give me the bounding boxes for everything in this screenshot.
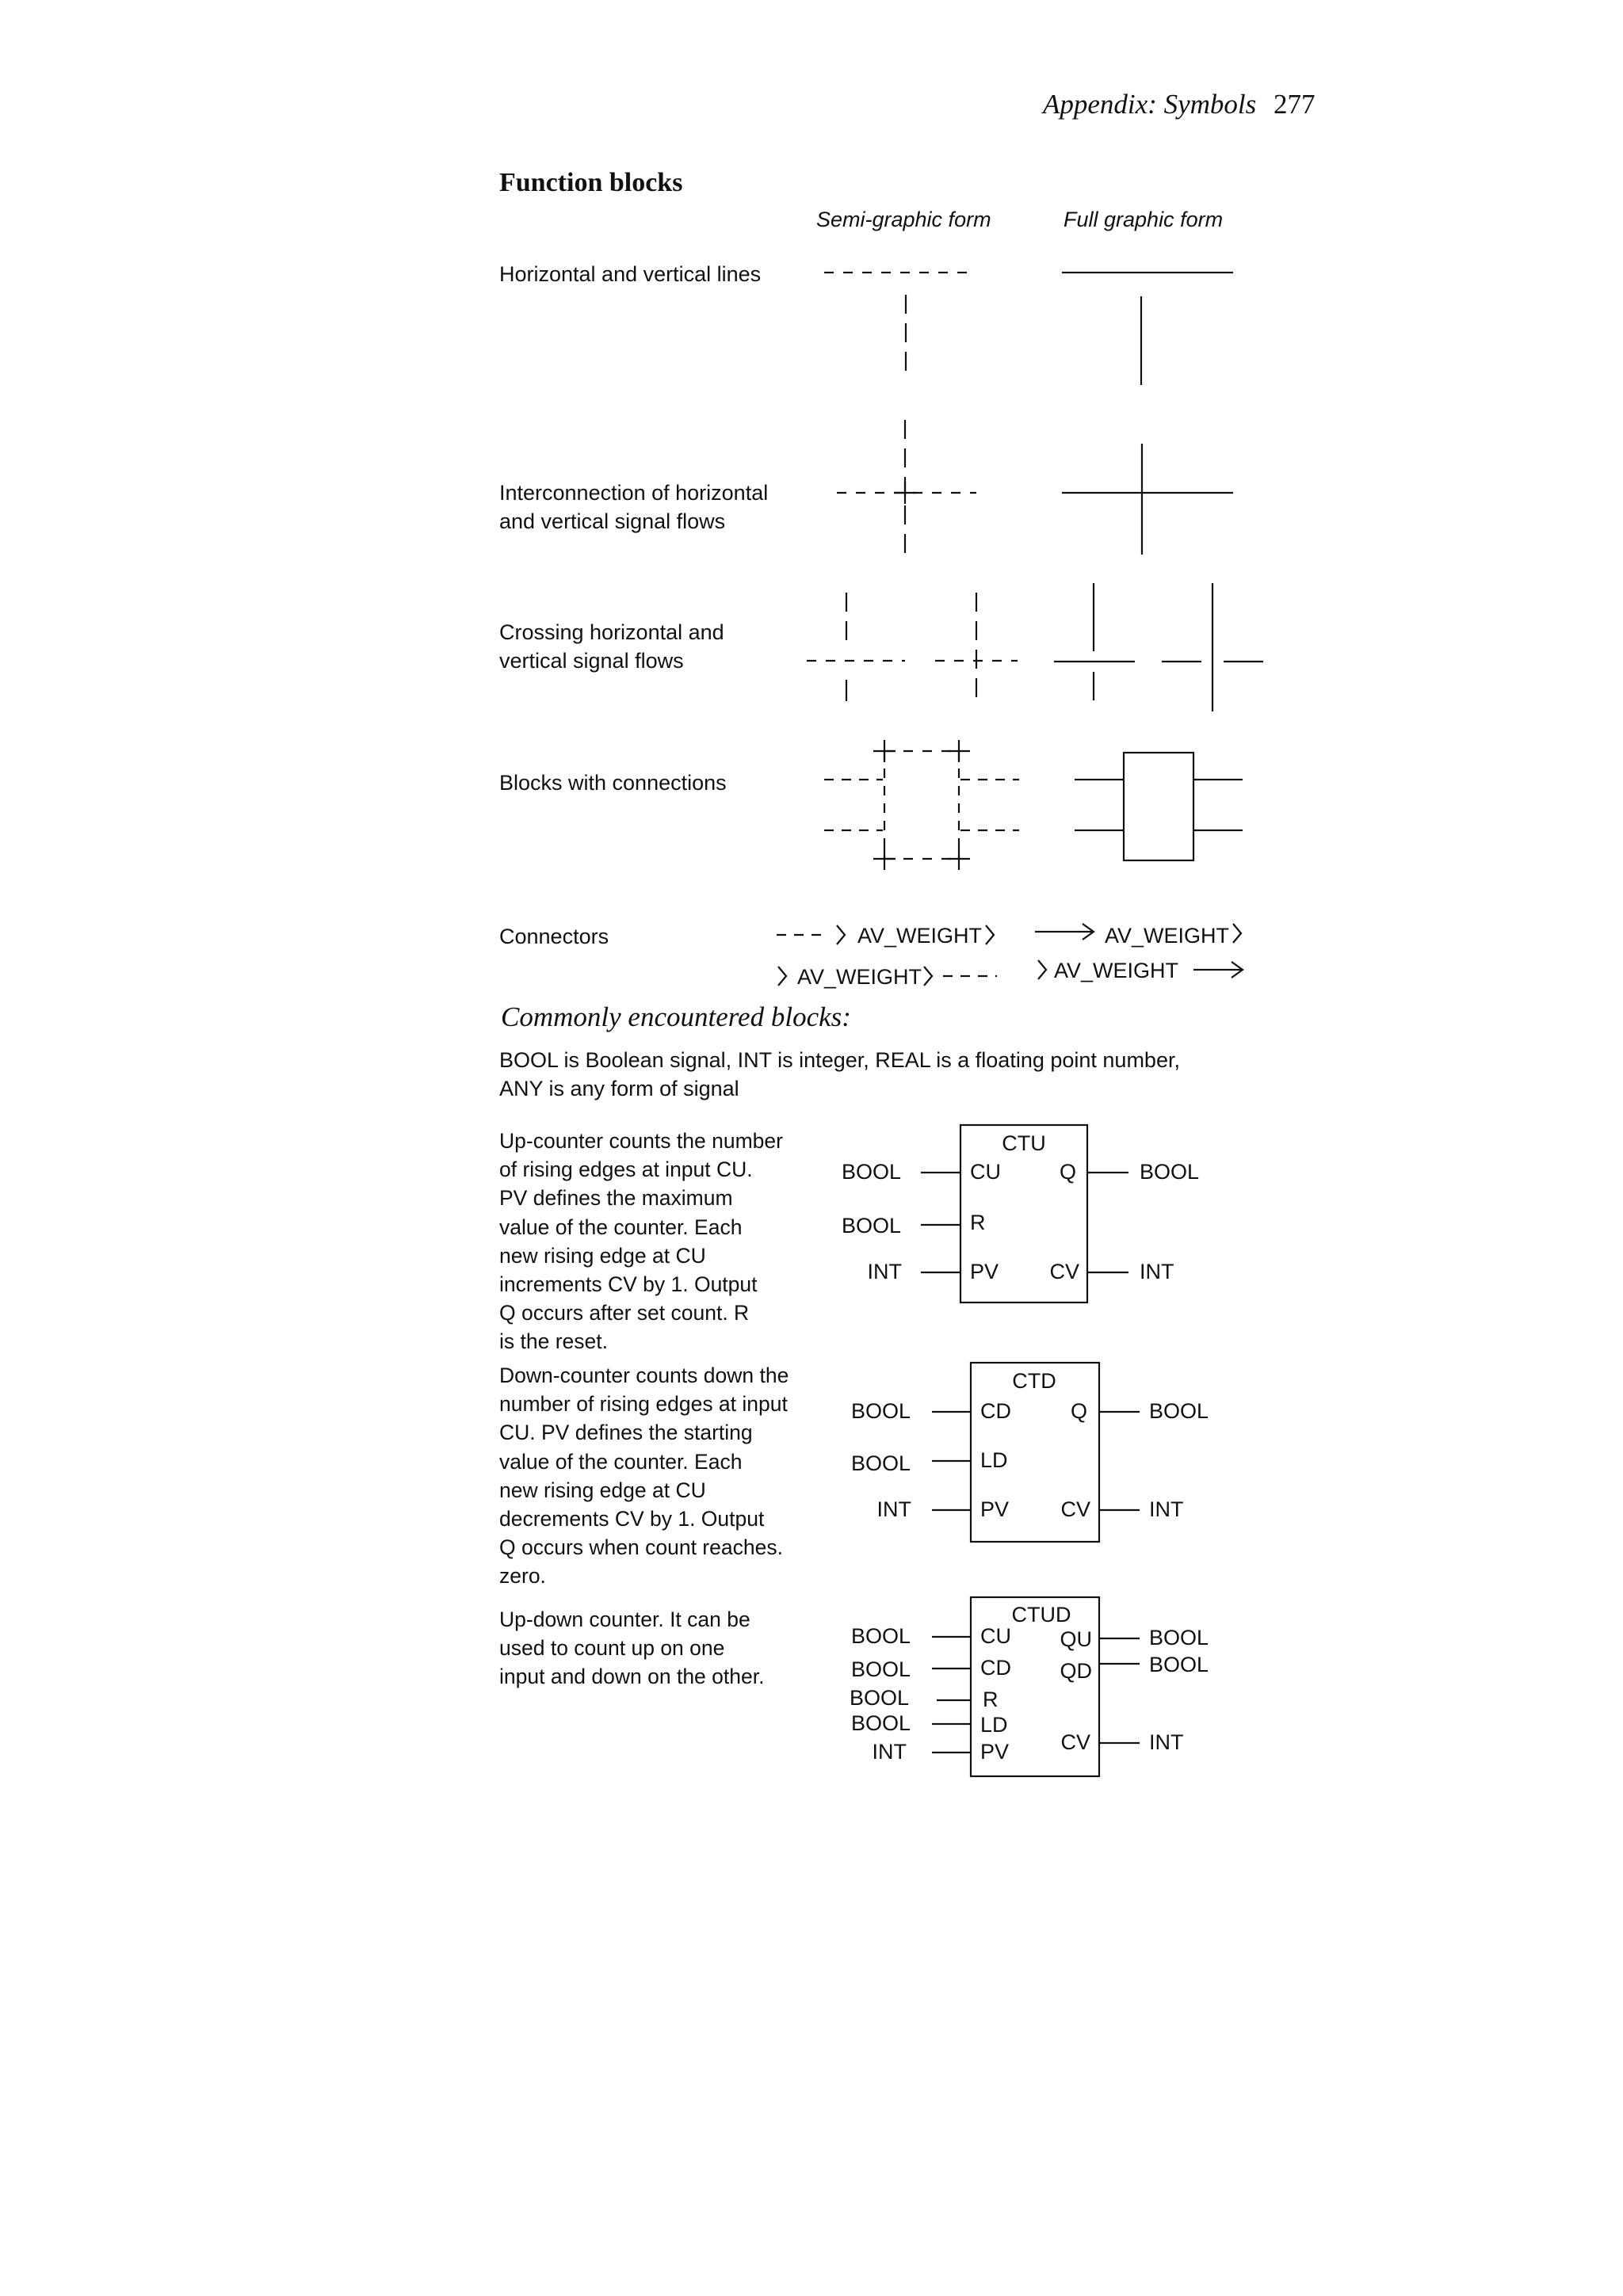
ctu-output-type: BOOL	[1140, 1160, 1200, 1184]
ctu-pin: R	[970, 1211, 986, 1234]
ctud-pin: CU	[980, 1624, 1011, 1648]
ctd-output-type: BOOL	[1149, 1399, 1209, 1423]
ctud-pin: CD	[980, 1656, 1011, 1680]
ctd-desc-line: decrements CV by 1. Output	[499, 1507, 765, 1531]
ctd-output-type: INT	[1149, 1497, 1184, 1521]
row-label-connectors: Connectors	[499, 925, 609, 948]
ctd-input-type: BOOL	[851, 1399, 911, 1423]
ctd-pin: LD	[980, 1448, 1008, 1472]
ctud-pin: LD	[980, 1713, 1008, 1737]
ctd-pin: CD	[980, 1399, 1011, 1423]
ctu-desc-line: Q occurs after set count. R	[499, 1301, 750, 1325]
ctd-desc-line: Q occurs when count reaches.	[499, 1535, 783, 1560]
ctu-block	[842, 1125, 1199, 1302]
ctud-output-type: BOOL	[1149, 1653, 1209, 1676]
column-header-semi-graphic: Semi-graphic form	[816, 208, 991, 231]
corner-marks	[873, 740, 970, 870]
ctu-desc-line: PV defines the maximum	[499, 1186, 733, 1211]
ctu-output-type: INT	[1140, 1260, 1174, 1283]
ctu-input-type: BOOL	[842, 1160, 902, 1184]
semi-graphic-interconnection	[837, 420, 976, 563]
connector-chevron	[837, 925, 845, 944]
ctu-desc-line: Up-counter counts the number	[499, 1129, 783, 1153]
ctud-output-type: BOOL	[1149, 1626, 1209, 1650]
ctd-desc-line: value of the counter. Each	[499, 1449, 743, 1474]
ctd-input-type: BOOL	[851, 1451, 911, 1475]
ctu-title: CTU	[1002, 1131, 1046, 1155]
block-box	[1124, 753, 1193, 860]
connector-chevron	[778, 967, 786, 986]
connector-label: AV_WEIGHT	[1054, 959, 1179, 982]
section-title: Function blocks	[499, 168, 683, 197]
ctud-input-type: BOOL	[850, 1686, 910, 1710]
ctud-pin: CV	[1060, 1730, 1090, 1754]
ctu-pin: PV	[970, 1260, 999, 1283]
ctud-pin: QD	[1060, 1659, 1092, 1683]
ctd-pin: CV	[1060, 1497, 1090, 1521]
connector-label: AV_WEIGHT	[1105, 924, 1230, 948]
ctud-desc-line: used to count up on one	[499, 1636, 725, 1661]
ctud-input-type: BOOL	[851, 1657, 911, 1681]
ctud-pin: R	[983, 1688, 999, 1711]
connector-chevron	[1038, 960, 1046, 979]
ctud-desc-line: input and down on the other.	[499, 1665, 765, 1689]
semi-graphic-crossing	[807, 593, 1018, 701]
ctu-desc-line: new rising edge at CU	[499, 1243, 706, 1268]
row-label-crossing-2: vertical signal flows	[499, 649, 684, 673]
ctu-desc-line: increments CV by 1. Output	[499, 1272, 758, 1297]
ctd-desc-line: new rising edge at CU	[499, 1478, 706, 1502]
common-intro-line-1: BOOL is Boolean signal, INT is integer, REAL is a floating point number,	[499, 1048, 1180, 1072]
full-graphic-block	[1075, 753, 1243, 860]
ctud-title: CTUD	[1011, 1603, 1071, 1627]
ctd-pin: Q	[1070, 1399, 1087, 1423]
ctud-input-type: INT	[872, 1740, 907, 1764]
row-label-interconnection-2: and vertical signal flows	[499, 509, 726, 533]
ctu-pin: CU	[970, 1160, 1001, 1184]
ctd-pin: PV	[980, 1497, 1010, 1521]
ctud-pin: PV	[980, 1740, 1010, 1764]
running-title: Appendix: Symbols	[1043, 89, 1257, 120]
ctud-block	[850, 1597, 1209, 1776]
ctd-desc-line: Down-counter counts down the	[499, 1363, 789, 1387]
ctd-title: CTD	[1012, 1369, 1056, 1393]
connector-label: AV_WEIGHT	[797, 965, 922, 989]
full-graphic-crossing	[1054, 583, 1263, 711]
ctu-pin: Q	[1059, 1160, 1076, 1184]
connector-chevron	[924, 967, 932, 986]
full-graphic-connectors	[1035, 924, 1243, 982]
connector-chevron	[986, 925, 994, 944]
page-number: 277	[1274, 89, 1316, 120]
row-label-lines: Horizontal and vertical lines	[499, 262, 762, 286]
ctud-input-type: BOOL	[851, 1624, 911, 1648]
semi-graphic-lines	[824, 273, 975, 374]
connector-label: AV_WEIGHT	[857, 924, 983, 948]
ctd-input-type: INT	[876, 1497, 911, 1521]
full-graphic-lines	[1062, 273, 1233, 385]
full-graphic-interconnection	[1062, 444, 1233, 555]
ctu-pin: CV	[1049, 1260, 1079, 1283]
ctd-block	[851, 1363, 1209, 1542]
column-header-full-graphic: Full graphic form	[1064, 208, 1224, 231]
ctd-desc-line: number of rising edges at input	[499, 1392, 788, 1417]
semi-graphic-block	[824, 740, 1019, 870]
ctud-output-type: INT	[1149, 1730, 1184, 1754]
ctud-input-type: BOOL	[851, 1711, 911, 1735]
row-label-interconnection-1: Interconnection of horizontal	[499, 481, 769, 505]
ctu-desc-line: is the reset.	[499, 1329, 608, 1354]
common-blocks-heading: Commonly encountered blocks:	[501, 1001, 851, 1032]
ctu-desc-line: value of the counter. Each	[499, 1215, 743, 1239]
ctd-desc-line: CU. PV defines the starting	[499, 1421, 753, 1445]
row-label-blocks: Blocks with connections	[499, 771, 727, 795]
ctd-desc-line: zero.	[499, 1564, 546, 1589]
ctud-pin: QU	[1060, 1627, 1092, 1651]
ctu-input-type: INT	[867, 1260, 902, 1283]
semi-graphic-connectors	[777, 924, 997, 989]
ctu-input-type: BOOL	[842, 1214, 902, 1238]
connector-chevron	[1233, 924, 1241, 943]
ctud-desc-line: Up-down counter. It can be	[499, 1608, 750, 1631]
ctu-desc-line: of rising edges at input CU.	[499, 1158, 753, 1182]
common-intro-line-2: ANY is any form of signal	[499, 1077, 739, 1100]
row-label-crossing-1: Crossing horizontal and	[499, 620, 724, 644]
